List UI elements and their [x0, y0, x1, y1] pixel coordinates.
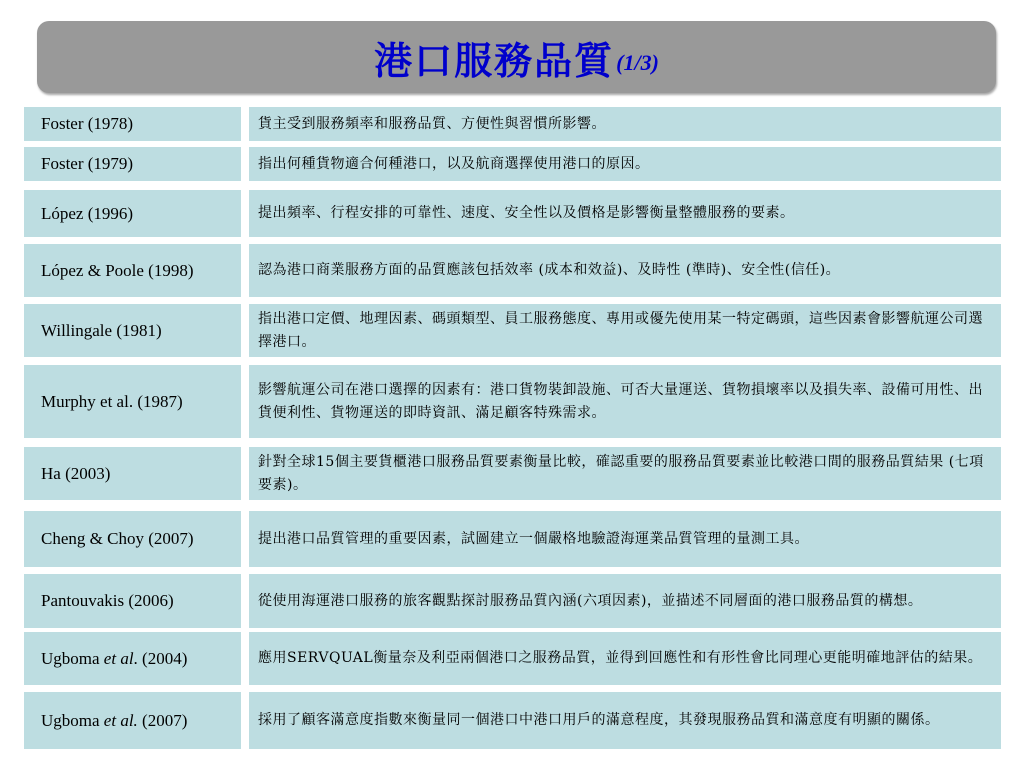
row-author-cell	[24, 511, 241, 567]
row-author-cell	[24, 244, 241, 297]
author-label: Foster (1979)	[41, 154, 134, 173]
author-label: López (1996)	[41, 203, 134, 223]
row-author-cell	[24, 304, 241, 357]
author-label: Pantouvakis (2006)	[41, 591, 174, 610]
row-author-cell	[24, 692, 241, 749]
row-description-cell	[249, 107, 1001, 141]
author-label	[41, 711, 187, 731]
description-text: 應用SERVQUAL衡量奈及利亞兩個港口之服務品質，並得到回應性和有形性會比同理心更能明確地評估的結果。	[258, 650, 983, 666]
author-year: . (2004)	[133, 648, 188, 668]
author-year: (2007)	[137, 710, 188, 730]
author-name: Ugboma	[41, 710, 104, 730]
author-label: Willingale (1981)	[41, 320, 162, 340]
row-author-cell	[24, 574, 241, 628]
row-description-cell	[249, 574, 1001, 628]
row-description-cell	[249, 365, 1001, 438]
slide-title-page-count: (1/3)	[616, 50, 659, 75]
description-text: 貨主受到服務頻率和服務品質、方便性與習慣所影響。	[258, 115, 606, 132]
author-et-al: et al	[103, 648, 134, 668]
row-author-cell	[24, 190, 241, 237]
row-author-cell	[24, 365, 241, 438]
row-author-cell	[24, 632, 241, 685]
author-label: Cheng & Choy (2007)	[41, 529, 194, 548]
author-label: Foster (1978)	[41, 114, 134, 133]
row-description-cell	[249, 632, 1001, 685]
row-author-cell	[24, 107, 241, 141]
description-text: 指出何種貨物適合何種港口，以及航商選擇使用港口的原因。	[258, 155, 650, 172]
description-text: 指出港口定價、地理因素、碼頭類型、員工服務態度、專用或優先使用某一特定碼頭，這些因素會影響航運公司選擇港口。	[258, 310, 983, 350]
slide-title: 港口服務品質	[374, 37, 615, 83]
row-description-cell	[249, 304, 1001, 357]
row-description-cell	[249, 147, 1001, 181]
author-label: Ha (2003)	[41, 463, 111, 483]
row-description-cell	[249, 447, 1001, 500]
description-text: 提出頻率、行程安排的可靠性、速度、安全性以及價格是影響衡量整體服務的要素。	[258, 205, 795, 221]
description-text: 針對全球15個主要貨櫃港口服務品質要素衡量比較，確認重要的服務品質要素並比較港口間的服務品質結果 (七項要素)。	[258, 453, 984, 493]
author-name: Ugboma	[41, 648, 104, 668]
row-description-cell	[249, 511, 1001, 567]
title-bar	[37, 21, 996, 93]
author-et-al: et al.	[103, 710, 138, 730]
author-label	[41, 649, 187, 669]
description-text: 採用了顧客滿意度指數來衡量同一個港口中港口用戶的滿意程度，其發現服務品質和滿意度有明顯的關係。	[258, 712, 940, 728]
author-label: Murphy et al. (1987)	[41, 391, 183, 411]
row-author-cell	[24, 447, 241, 500]
description-text: 從使用海運港口服務的旅客觀點探討服務品質內涵(六項因素)，並描述不同層面的港口服務品質的構想。	[258, 592, 923, 609]
row-description-cell	[249, 190, 1001, 237]
row-description-cell	[249, 692, 1001, 749]
description-text: 提出港口品質管理的重要因素，試圖建立一個嚴格地驗證海運業品質管理的量測工具。	[258, 530, 809, 547]
row-author-cell	[24, 147, 241, 181]
description-text: 認為港口商業服務方面的品質應該包括效率 (成本和效益)、及時性 (準時)、安全性(信任)。	[258, 262, 841, 278]
author-label: López & Poole (1998)	[41, 260, 194, 280]
row-description-cell	[249, 244, 1001, 297]
description-text: 影響航運公司在港口選擇的因素有：港口貨物裝卸設施、可否大量運送、貨物損壞率以及損失率、設備可用性、出貨便利性、貨物運送的即時資訊、滿足顧客特殊需求。	[258, 381, 983, 421]
